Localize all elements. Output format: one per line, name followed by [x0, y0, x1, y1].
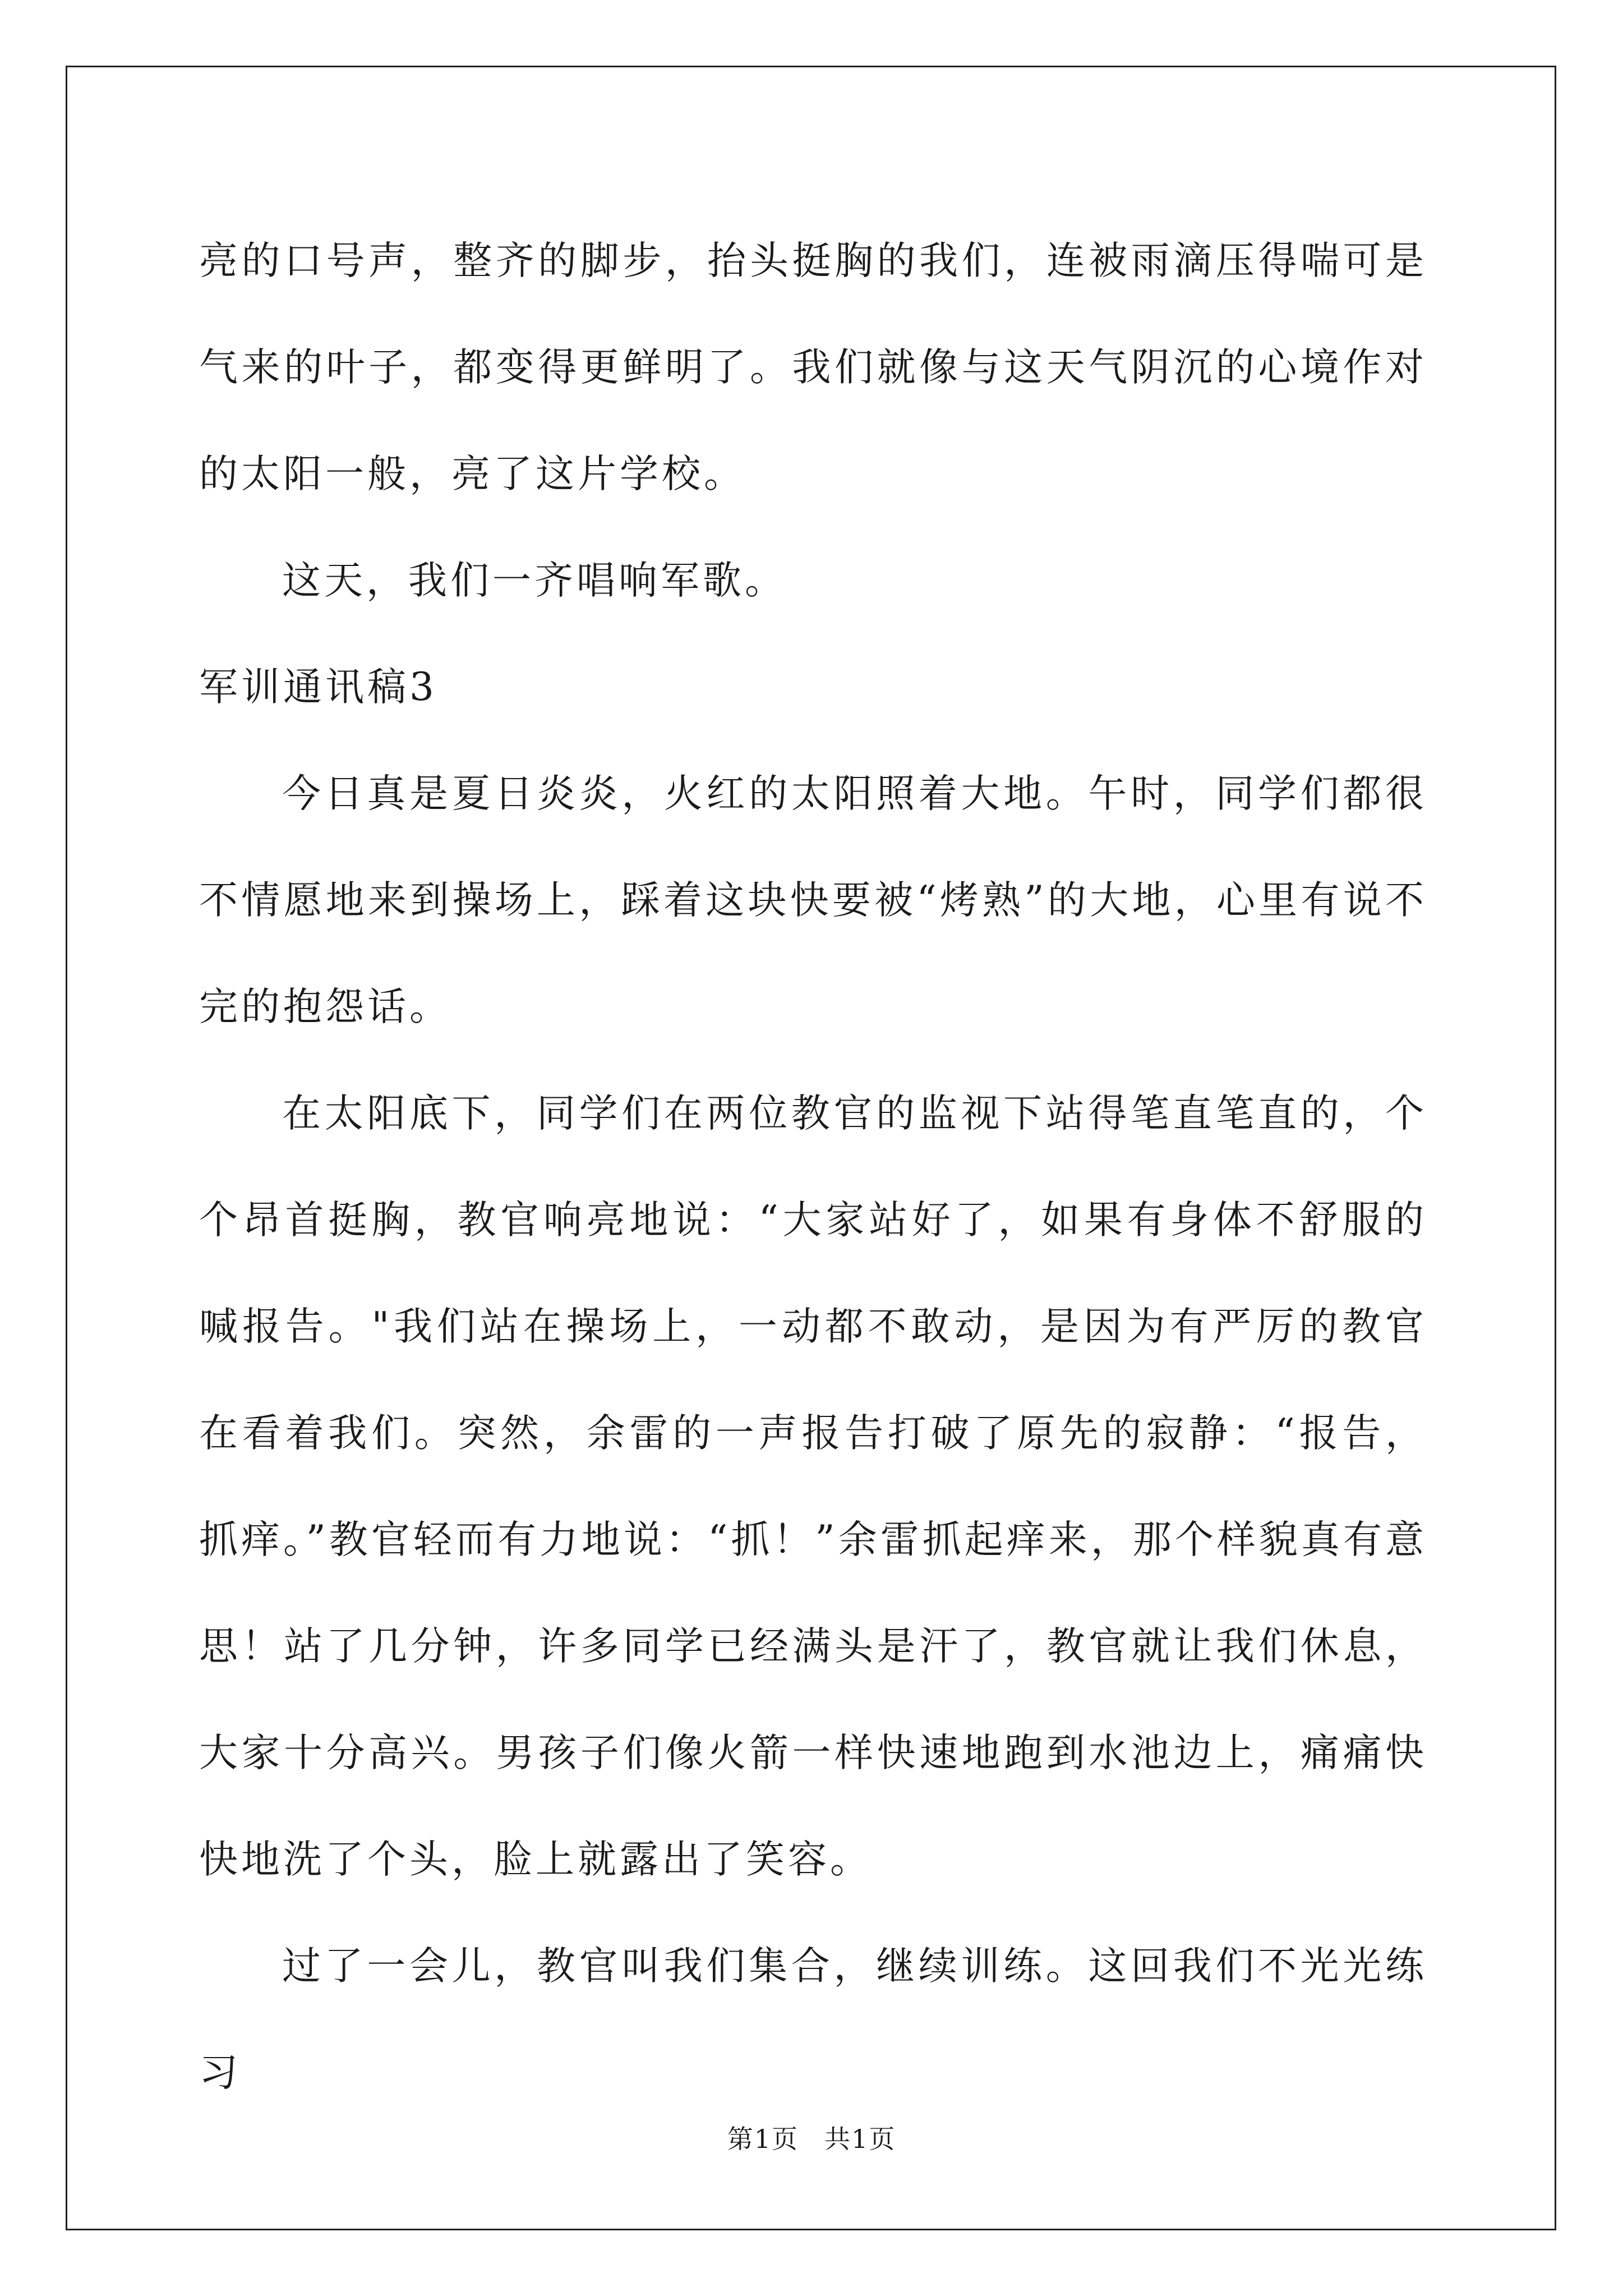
paragraph-continued: 亮的口号声，整齐的脚步，抬头挺胸的我们，连被雨滴压得喘可是气来的叶子，都变得更鲜明了。我们就像与这天气阴沉的心境作对的太阳一般，亮了这片学校。	[199, 238, 1427, 496]
paragraph: 过了一会儿，教官叫我们集合，继续训练。这回我们不光光练习	[199, 1944, 1427, 2095]
section-heading: 军训通讯稿3	[199, 665, 437, 710]
page-footer	[0, 2122, 1623, 2156]
document-body	[199, 208, 1427, 2126]
page-number: 第1页	[727, 2124, 799, 2154]
paragraph: 今日真是夏日炎炎，火红的太阳照着大地。午时，同学们都很不情愿地来到操场上，踩着这块快要被“烤熟”的大地，心里有说不完的抱怨话。	[199, 771, 1427, 1029]
paragraph: 这天，我们一齐唱响军歌。	[282, 558, 787, 603]
paragraph: 在太阳底下，同学们在两位教官的监视下站得笔直笔直的，个个昂首挺胸，教官响亮地说：“大家站好了，如果有身体不舒服的喊报告。"我们站在操场上，一动都不敢动，是因为有严厉的教官在看着我们。突然，余雷的一声报告打破了原先的寂静：“报告，抓痒。”教官轻而有力地说：“抓！”余雷抓起痒来，那个样貌真有意思！站了几分钟，许多同学已经满头是汗了，教官就让我们休息，大家十分高兴。男孩子们像火箭一样快速地跑到水池边上，痛痛快快地洗了个头，脸上就露出了笑容。	[199, 1091, 1427, 1882]
page-total: 共1页	[824, 2124, 896, 2154]
